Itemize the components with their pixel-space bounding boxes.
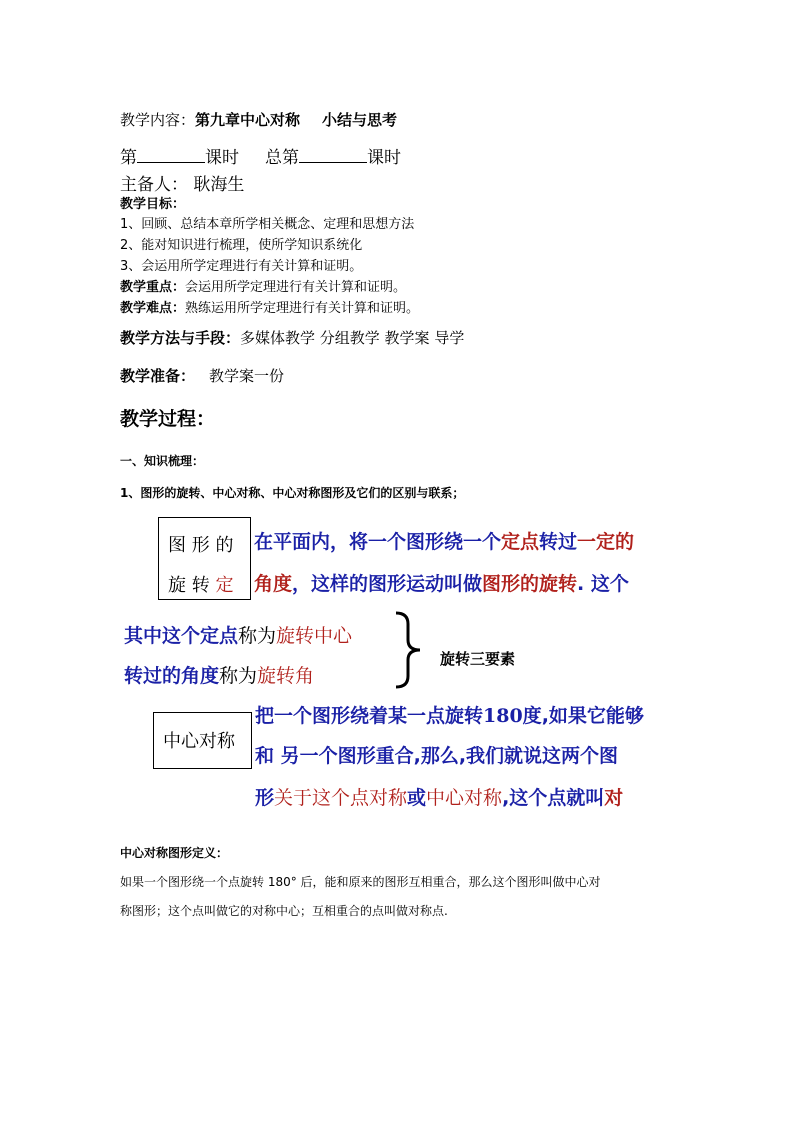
definition-heading: 中心对称图形定义： [120, 846, 229, 860]
prep-text: 教学案一份 [209, 367, 285, 385]
item-heading: 1、图形的旋转、中心对称、中心对称图形及它们的区别与联系； [120, 486, 465, 500]
rot-l1d: 一定的 [577, 531, 635, 553]
key-label: 教学重点： [120, 280, 186, 295]
angle-c: 旋转角 [257, 665, 315, 687]
definition-line: 称图形；这个点叫做它的对称中心；互相重合的点叫做对称点. [120, 904, 448, 918]
difficulty-point [120, 297, 419, 316]
rotation-definition-line2 [254, 569, 629, 596]
prep-line [120, 365, 284, 386]
methods-label: 教学方法与手段： [120, 329, 241, 347]
difficulty-label: 教学难点： [120, 301, 186, 316]
content-label: 教学内容： [120, 111, 196, 129]
goals-heading: 教学目标： [120, 197, 186, 212]
center-a: 其中这个定点 [124, 625, 239, 647]
methods-line [120, 327, 464, 348]
rotation-box-line2 [168, 571, 233, 597]
rot-l2d: . 这个 [577, 573, 629, 595]
cen-l1b: 旋转180度 [445, 705, 542, 727]
preparer: 主备人： 耿海生 [120, 175, 245, 195]
section-heading: 一、知识梳理： [120, 454, 205, 468]
rotation-angle-line [124, 661, 314, 688]
lesson-line [120, 143, 401, 168]
prep-label: 教学准备： [120, 367, 196, 385]
rot-l2b: ，这样的图形运动叫做 [292, 573, 483, 595]
lesson-blank [137, 149, 205, 163]
methods-text: 多媒体教学 分组教学 教学案 导学 [240, 329, 465, 347]
central-definition-line1 [255, 701, 644, 728]
cen-l3d: 中心对称 [426, 787, 503, 809]
rot-l1c: 转过 [539, 531, 578, 553]
cen-l1a: 把一个图形绕着某一点 [255, 705, 446, 727]
lesson-unit: 课时 [205, 148, 239, 168]
key-point [120, 276, 406, 295]
center-c: 旋转中心 [276, 625, 353, 647]
total-prefix: 总第 [265, 148, 299, 168]
process-heading: 教学过程： [120, 408, 216, 430]
goal-item: 3、会运用所学定理进行有关计算和证明。 [120, 259, 363, 274]
rot-l1b: 定点 [501, 531, 540, 553]
key-text: 会运用所学定理进行有关计算和证明。 [185, 280, 407, 295]
total-unit: 课时 [367, 148, 401, 168]
central-box-label: 中心对称 [163, 731, 235, 752]
content-title: 第九章中心对称 [195, 111, 301, 129]
total-blank [299, 149, 367, 163]
cen-l3e: ,这个点就叫 [502, 787, 605, 809]
cen-l3b: 关于这个点对称 [274, 787, 408, 809]
cen-l3f: 对 [604, 787, 624, 809]
cen-l3c: 或 [407, 787, 427, 809]
content-subtitle: 小结与思考 [322, 111, 398, 129]
rot-l1a: 在平面内，将一个图形绕一个 [254, 531, 502, 553]
central-definition-line3 [255, 783, 623, 810]
difficulty-text: 熟练运用所学定理进行有关计算和证明。 [185, 301, 420, 316]
cen-l3a: 形 [255, 787, 275, 809]
angle-a: 转过的角度 [124, 665, 220, 687]
rot-l2a: 角度 [254, 573, 293, 595]
right-brace-icon [392, 610, 426, 690]
rotation-box-red: 定 [215, 575, 234, 596]
brace-label: 旋转三要素 [440, 650, 516, 668]
goal-item: 2、能对知识进行梳理，使所学知识系统化 [120, 238, 363, 253]
lesson-prefix: 第 [120, 148, 137, 168]
rotation-definition-line1 [254, 527, 634, 554]
center-b: 称为 [238, 625, 277, 647]
content-line [120, 109, 397, 130]
rotation-center-line [124, 621, 352, 648]
goal-item: 1、回顾、总结本章所学相关概念、定理和思想方法 [120, 217, 415, 232]
angle-b: 称为 [219, 665, 258, 687]
rotation-box-line1: 图 形 的 [168, 535, 234, 556]
cen-l1c: ,如果它能够 [541, 705, 644, 727]
rotation-box-text: 旋 转 [168, 575, 216, 596]
definition-line: 如果一个图形绕一个点旋转 180° 后，能和原来的图形互相重合，那么这个图形叫做中心对 [120, 875, 601, 889]
rot-l2c: 图形的旋转 [482, 573, 578, 595]
central-definition-line2: 和 另一个图形重合,那么,我们就说这两个图 [255, 745, 619, 767]
